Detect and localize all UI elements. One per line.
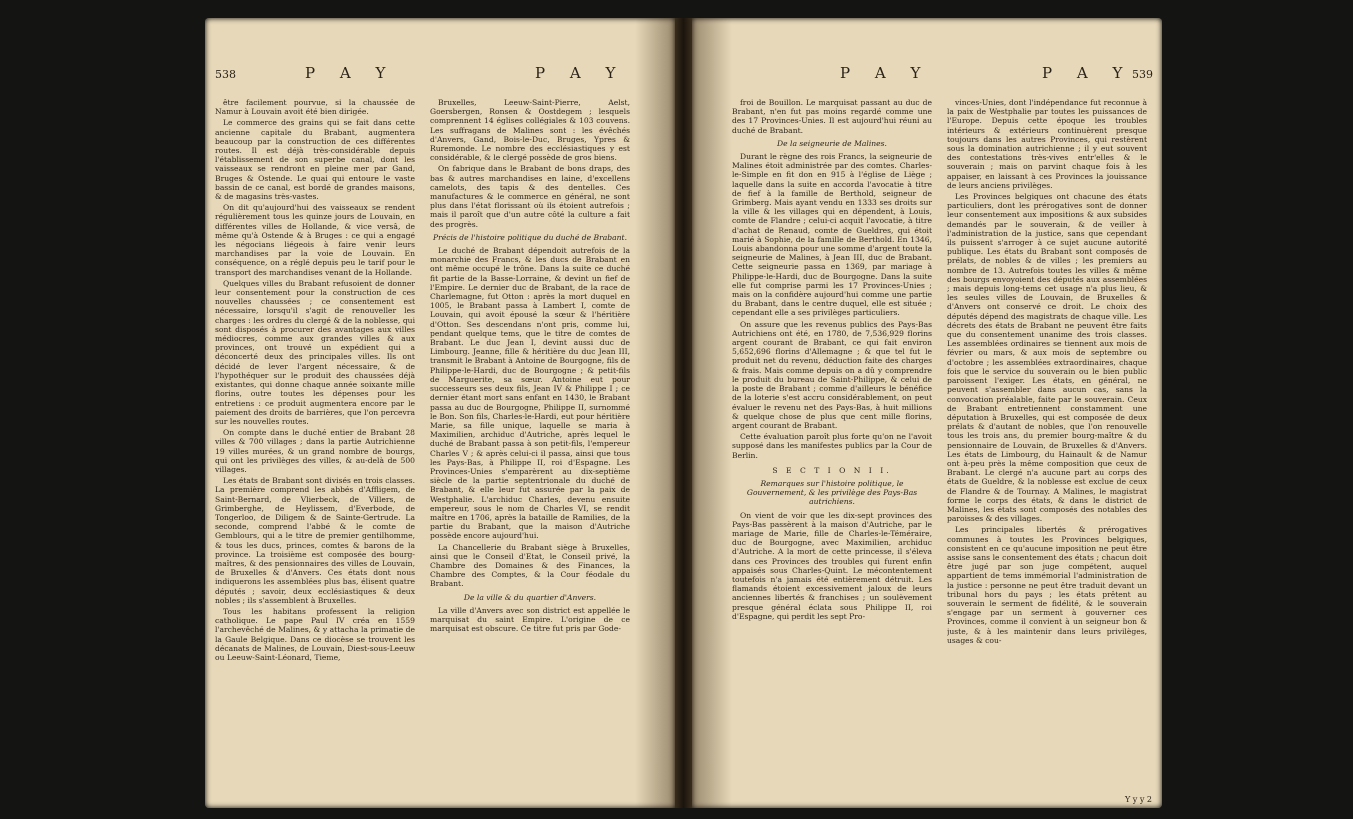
paragraph: Les états de Brabant sont divisés en trois classes. La première comprend les abbés d'Affligem, de Saint-Bernard, de Vlierbeck, de Villers, de Grimberghe, de Heylissem, d'Everbode, de Tongerloo, de Diligem & de Sainte-Gertrude. La seconde, comprend l'abbé & le comte de Gemblours, qui a le titre de premier gentilhomme, & tous les ducs, princes, comtes & barons de la province. La troisième est composée des bourg-maîtres, & des pensionnaires des villes de Louvain, de Bruxelles & d'Anvers. Ces états dont nous indiquerons les assemblées plus bas, élisent quatre députés ; savoir, deux ecclésiastiques & deux nobles ; ils s'assemblent à Bruxelles.	[215, 476, 415, 605]
right-page	[692, 18, 1162, 808]
paragraph: On assure que les revenus publics des Pays-Bas Autrichiens ont été, en 1780, de 7,536,929 florins argent courant de Brabant, ce qui fait environ 5,652,696 florins d'Allemagne ; & que tel fut le produit net du revenu, déduction faite des charges & frais. Mais comme depuis on a dû y comprendre le produit du bureau de Saint-Philippe, & celui de la poste de Brabant ; comme d'ailleurs le bénéfice de la loterie s'est accru considérablement, on peut évaluer le revenu net des Pays-Bas, à huit millions & quelque chose de plus que cent mille florins, argent courant de Brabant.	[732, 319, 932, 430]
paragraph: Bruxelles, Leeuw-Saint-Pierre, Aelst, Goersbergen, Ronsen & Oostdegem ; lesquels comprennent 14 églises collégiales & 103 couvens. Les suffragans de Malines sont : les évêchés d'Anvers, Gand, Bois-le-Duc, Bruges, Ypres & Ruremonde. Le nombre des ecclésiastiques y est considérable, & le clergé possède de gros biens.	[430, 98, 630, 163]
right-header-2: P A Y	[1042, 64, 1133, 82]
paragraph: être facilement pourvue, si la chaussée de Namur à Louvain avoit été bien dirigée.	[215, 98, 415, 117]
paragraph: froi de Bouillon. Le marquisat passant au duc de Brabant, n'en fut pas moins regardé comme une des 17 Provinces-Unies. Il est aujourd'hui réuni au duché de Brabant.	[732, 98, 932, 135]
left-page	[205, 18, 675, 808]
paragraph: On vient de voir que les dix-sept provinces des Pays-Bas passèrent à la maison d'Autriche, par le mariage de Marie, fille de Charles-le-Téméraire, duc de Bourgogne, avec Maximilien, archiduc d'Autriche. A la mort de cette princesse, il s'éleva dans ces Provinces des troubles qui furent enfin appaisés sous Charles-Quint. Le mécontentement toutefois n'a jamais été entièrement détruit. Les flamands étoient excessivement jaloux de leurs anciennes libertés & franchises ; un soulèvement presque général éclata sous Philippe II, roi d'Espagne, qui perdit les sept Pro-	[732, 510, 932, 621]
section-heading: Précis de l'histoire politique du duché de Brabant.	[433, 232, 627, 242]
paragraph: On compte dans le duché entier de Brabant 28 villes & 700 villages ; dans la partie Autrichienne 19 villes murées, & un grand nombre de bourgs, qui ont les privilèges des villes, & au-delà de 500 villages.	[215, 428, 415, 474]
section-title: S E C T I O N I I.	[772, 465, 892, 475]
right-column-1	[732, 98, 932, 798]
paragraph: Le duché de Brabant dépendoit autrefois de la monarchie des Francs, & les ducs de Brabant en ont même occupé le trône. Dans la suite ce duché fit partie de la Basse-Lorraine, & devint un fief de l'Empire. Le dernier duc de Brabant, de la race de Charlemagne, fut Otton : après la mort duquel en 1005, le Brabant passa à Lambert I, comte de Louvain, qui avoit épousé la sœur & l'héritière d'Otton. Ses descendans n'ont pris, comme lui, pendant quelque tems, que le titre de comtes de Brabant. Le duc Jean I, devint aussi duc de Limbourg. Jeanne, fille & héritière du duc Jean III, transmit le Brabant à Antoine de Bourgogne, fils de Philippe-le-Hardi, duc de Bourgogne ; & petit-fils de Marguerite, sa sœur. Antoine eut pour successeurs ses deux fils, Jean IV & Philippe I ; ce dernier étant mort sans enfant en 1430, le Brabant passa au duc de Bourgogne, Philippe II, surnommé le Bon. Son fils, Charles-le-Hardi, eut pour héritière Marie, sa fille unique, laquelle se maria à Maximilien, archiduc d'Autriche, après lequel le duché de Brabant passa à son petit-fils, l'empereur Charles V ; & après celui-ci il passa, ainsi que tous les Pays-Bas, à Philippe II, roi d'Espagne. Les Provinces-Unies s'emparèrent au dix-septième siècle de la partie septentrionale du duché de Brabant, & elle leur fut assurée par la paix de Westphalie. L'archiduc Charles, devenu ensuite empereur, sous le nom de Charles VI, se rendit maître en 1706, après la bataille de Ramilies, de la partie du Brabant, que la maison d'Autriche possède encore aujourd'hui.	[430, 246, 630, 541]
paragraph: On dit qu'aujourd'hui des vaisseaux se rendent régulièrement tous les quinze jours de Louvain, en différentes villes de Hollande, & vice versâ, de même qu'à Ostende & à Bruges : ce qui a engagé les négocians liégeois à faire venir leurs marchandises par la voie de Louvain. En conséquence, on a réglé depuis peu le tarif pour le transport des marchandises venant de la Hollande.	[215, 203, 415, 277]
paragraph: Durant le règne des rois Francs, la seigneurie de Malines étoit administrée par des comtes. Charles-le-Simple en fit don en 915 à l'église de Liège ; laquelle dans la suite en accorda l'avocatie à titre de fief à la famille de Berthold, seigneur de Grimberg. Mais ayant vendu en 1333 ses droits sur la ville & les villages qui en dépendent, à Louis, comte de Flandre ; celui-ci acquit l'avocatie, à titre d'achat de Renaud, comte de Gueldres, qui étoit marié à Sophie, de la famille de Berthold. En 1346, Louis abandonna pour une somme d'argent toute la seigneurie de Malines, à Jean III, duc de Brabant. Cette seigneurie passa en 1369, par mariage à Philippe-le-Hardi, duc de Bourgogne. Dans la suite elle fut comprise parmi les 17 Provinces-Unies ; mais on la confidère aujourd'hui comme une partie du Brabant, dans le centre duquel, elle est située ; cependant elle a ses privilèges particuliers.	[732, 152, 932, 318]
left-column-1	[215, 98, 415, 798]
signature-mark: Y y y 2	[1124, 795, 1152, 804]
paragraph: vinces-Unies, dont l'indépendance fut reconnue à la paix de Westphalie par toutes les puissances de l'Europe. Depuis cette époque les troubles intérieurs & extérieurs continuèrent presque toujours dans les autres Provinces, qui restèrent sous la domination autrichienne ; il y eut souvent des contestations très-vives entr'elles & le souverain ; mais on parvint chaque fois à les appaiser, en laissant à ces Provinces la jouissance de leurs anciens privilèges.	[947, 98, 1147, 190]
left-header-2: P A Y	[535, 64, 626, 82]
section-heading: De la ville & du quartier d'Anvers.	[463, 592, 597, 602]
paragraph: La Chancellerie du Brabant siège à Bruxelles, ainsi que le Conseil d'Etat, le Conseil privé, la Chambre des Domaines & des Finances, la Chambre des Comptes, & la Cour féodale du Brabant.	[430, 542, 630, 589]
right-column-2	[947, 98, 1147, 798]
left-page-number: 538	[215, 68, 236, 81]
paragraph: Quelques villes du Brabant refusoient de donner leur consentement pour la construction de ces nouvelles chaussées ; ce consentement est nécessaire, lorsqu'il s'agit de renouveller les charges : les ordres du clergé & de la noblesse, qui sont disposés à procurer des avantages aux villes médiocres, comme aux grandes villes & aux provinces, ont trouvé un expédient qui a déconcerté deux des principales villes. Ils ont décidé de lever l'argent nécessaire, & de l'hypothéquer sur le produit des chaussées déjà existantes, qui donne chaque année soixante mille florins, outre toutes les dépenses pour les entretiens : ce produit augmentera encore par le paiement des droits de barrières, que l'on percevra sur les nouvelles routes.	[215, 278, 415, 426]
paragraph: Le commerce des grains qui se fait dans cette ancienne capitale du Brabant, augmentera beaucoup par la construction de ces différentes routes. Il est déjà très-considérable depuis l'établissement de son superbe canal, dont les vaisseaux se rendront en pleine mer par Gand, Bruges & Ostende. Le quai qui entoure le vaste bassin de ce canal, est bordé de grandes maisons, & de magasins très-vastes.	[215, 118, 415, 202]
right-page-number: 539	[1132, 68, 1153, 81]
left-header-1: P A Y	[305, 64, 396, 82]
left-column-2	[430, 98, 630, 798]
paragraph: On fabrique dans le Brabant de bons draps, des bas & autres marchandises en laine, d'excellens camelots, des tapis & des dentelles. Ces manufactures & le commerce en général, ne sont plus dans l'état florissant où ils étoient autrefois ; mais il paroît que d'un autre côté la culture a fait des progrès.	[430, 164, 630, 229]
paragraph: Tous les habitans professent la religion catholique. Le pape Paul IV créa en 1559 l'archevêché de Malines, & y attacha la primatie de la Gaule Belgique. Dans ce diocèse se trouvent les décanats de Malines, de Louvain, Diest-sous-Leeuw ou Leeuw-Saint-Léonard, Tieme,	[215, 606, 415, 662]
section-heading: De la seigneurie de Malines.	[777, 138, 887, 148]
right-header-1: P A Y	[840, 64, 931, 82]
paragraph: Les Provinces belgiques ont chacune des états particuliers, dont les prérogatives sont de donner leur consentement aux impositions & aux subsides demandés par le souverain, & de veiller à l'administration de la justice, sans que cependant ils puissent s'arroger à ce sujet aucune autorité publique. Les états du Brabant sont composés de prélats, de nobles & de villes ; les premiers au nombre de 13. Autrefois toutes les villes & même des bourgs envoyoient des députés aux assemblées ; mais depuis long-tems cet usage n'a plus lieu, & les seules villes de Louvain, de Bruxelles & d'Anvers ont conservé ce droit. Le choix des députés dépend des magistrats de chaque ville. Les décrets des états de Brabant ne peuvent être faits que du consentement unanime des trois classes. Les assemblées ordinaires se tiennent aux mois de février ou mars, & aux mois de septembre ou d'octobre ; les assemblées extraordinaires, chaque fois que le service du souverain ou le bien public paroissent l'exiger. Les états, en général, ne peuvent s'assembler dans aucun cas, sans la convocation préalable, faite par le souverain. Ceux de Brabant entretiennent constamment une députation à Bruxelles, qui est composée de deux prélats & d'autant de nobles, que l'on renouvelle tous les trois ans, du premier bourg-maître & du pensionnaire de Louvain, de Bruxelles & d'Anvers. Les états de Limbourg, du Hainault & de Namur ont à-peu près la même composition que ceux de Brabant. Le clergé n'a aucune part au corps des états de Gueldre, & la noblesse est exclue de ceux de Flandre & de Tournay. A Malines, le magistrat forme le corps des états, & dans le district de Malines, les états sont composés des notables des paroisses & des villages.	[947, 192, 1147, 524]
section-heading: Remarques sur l'histoire politique, le Gouvernement, & les privilège des Pays-Bas autrichiens.	[746, 478, 918, 507]
paragraph: La ville d'Anvers avec son district est appellée le marquisat du saint Empire. L'origine de ce marquisat est obscure. Ce titre fut pris par Gode-	[430, 605, 630, 634]
paragraph: Les principales libertés & prérogatives communes à toutes les Provinces belgiques, consistent en ce qu'aucune imposition ne peut être assise sans le consentement des états ; chacun doit être jugé par son juge compétent, auquel appartient de tems immémorial l'administration de la justice : personne ne peut être traduit devant un tribunal hors du pays ; les états prêtent au souverain le serment de fidélité, & le souverain s'engage par un serment à gouverner ces Provinces, comme il convient à un seigneur bon & juste, & à les maintenir dans leurs privilèges, usages & cou-	[947, 525, 1147, 645]
book-gutter	[675, 18, 692, 808]
paragraph: Cette évaluation paroît plus forte qu'on ne l'avoit supposé dans les manifestes publics par la Cour de Berlin.	[732, 432, 932, 460]
